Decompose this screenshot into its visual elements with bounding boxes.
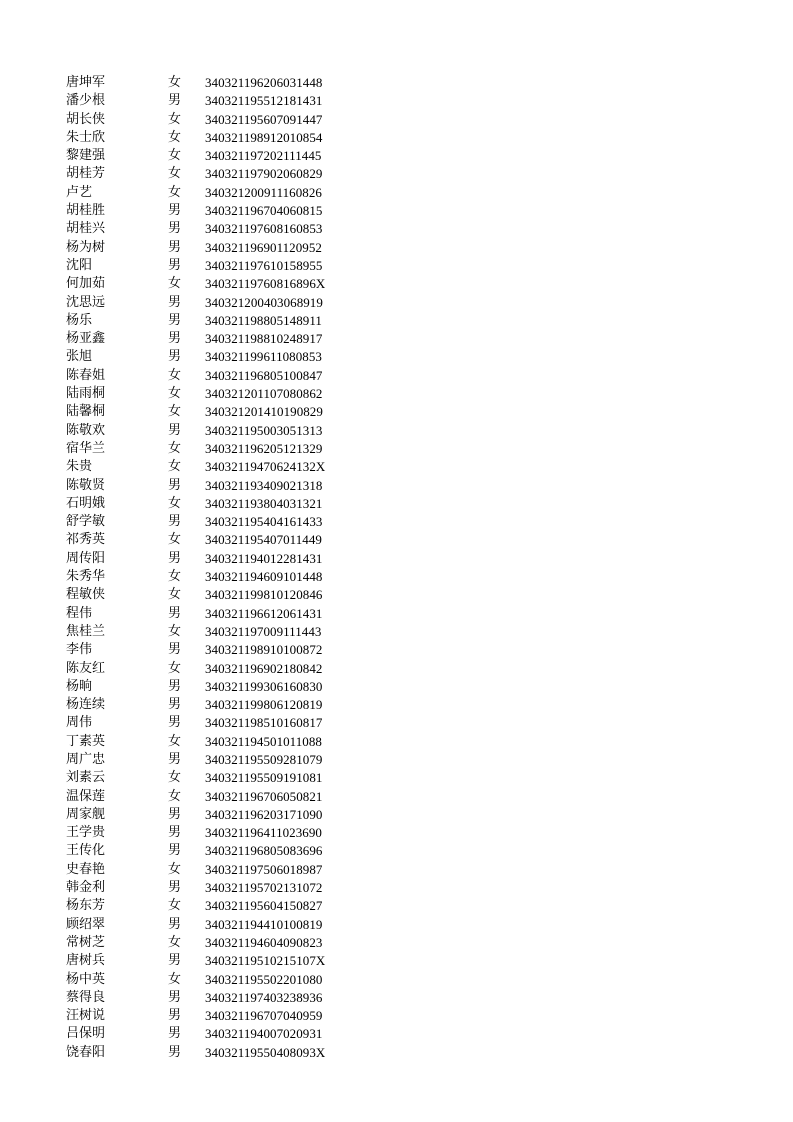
gender-cell: 女 — [168, 971, 182, 987]
gender-cell: 男 — [168, 221, 182, 237]
gender-cell: 女 — [168, 770, 182, 786]
id-number-cell: 340321196704060815 — [205, 203, 323, 219]
id-number-cell: 340321198910100872 — [205, 642, 323, 658]
table-row — [66, 550, 366, 568]
id-number-cell: 34032119760816896X — [205, 276, 326, 292]
table-row — [66, 916, 366, 934]
gender-cell: 男 — [168, 1008, 182, 1024]
table-row — [66, 934, 366, 952]
id-number-cell: 340321198912010854 — [205, 129, 323, 145]
table-row — [66, 129, 366, 147]
gender-cell: 女 — [168, 934, 182, 950]
table-row — [66, 586, 366, 604]
name-cell: 史春艳 — [66, 861, 106, 877]
id-number-cell: 340321197202111445 — [205, 148, 322, 164]
id-number-cell: 340321196805083696 — [205, 843, 323, 859]
gender-cell: 男 — [168, 605, 182, 621]
table-row — [66, 184, 366, 202]
table-row — [66, 477, 366, 495]
gender-cell: 男 — [168, 843, 182, 859]
id-number-cell: 340321194501011088 — [205, 733, 322, 749]
id-number-cell: 340321194007020931 — [205, 1026, 323, 1042]
name-cell: 汪树说 — [66, 1008, 106, 1024]
table-row — [66, 842, 366, 860]
table-row — [66, 422, 366, 440]
id-number-cell: 340321198810248917 — [205, 331, 323, 347]
table-row — [66, 440, 366, 458]
table-row — [66, 952, 366, 970]
id-number-cell: 340321198510160817 — [205, 715, 323, 731]
id-number-cell: 340321196612061431 — [205, 605, 323, 621]
gender-cell: 女 — [168, 276, 182, 292]
gender-cell: 女 — [168, 898, 182, 914]
name-cell: 胡桂胜 — [66, 203, 106, 219]
table-row — [66, 897, 366, 915]
name-cell: 沈阳 — [66, 257, 93, 273]
name-cell: 刘素云 — [66, 770, 106, 786]
table-row — [66, 733, 366, 751]
name-cell: 胡桂兴 — [66, 221, 106, 237]
id-number-cell: 340321197009111443 — [205, 623, 322, 639]
gender-cell: 女 — [168, 861, 182, 877]
name-cell: 陈春姐 — [66, 367, 106, 383]
id-number-cell: 340321195607091447 — [205, 111, 323, 127]
name-cell: 陈敬贤 — [66, 477, 106, 493]
id-number-cell: 340321194012281431 — [205, 550, 323, 566]
gender-cell: 男 — [168, 203, 182, 219]
table-row — [66, 769, 366, 787]
id-number-cell: 340321200911160826 — [205, 184, 322, 200]
table-row — [66, 257, 366, 275]
gender-cell: 女 — [168, 129, 182, 145]
id-number-cell: 340321196411023690 — [205, 825, 322, 841]
gender-cell: 女 — [168, 495, 182, 511]
name-cell: 王传化 — [66, 843, 106, 859]
table-row — [66, 403, 366, 421]
name-cell: 王学贵 — [66, 825, 106, 841]
id-number-cell: 340321195003051313 — [205, 422, 323, 438]
table-row — [66, 605, 366, 623]
gender-cell: 男 — [168, 642, 182, 658]
id-number-cell: 340321199806120819 — [205, 697, 323, 713]
gender-cell: 男 — [168, 422, 182, 438]
table-row — [66, 660, 366, 678]
id-number-cell: 340321199306160830 — [205, 678, 323, 694]
table-row — [66, 989, 366, 1007]
name-cell: 潘少根 — [66, 93, 106, 109]
gender-cell: 女 — [168, 184, 182, 200]
gender-cell: 男 — [168, 953, 182, 969]
gender-cell: 男 — [168, 93, 182, 109]
gender-cell: 男 — [168, 989, 182, 1005]
gender-cell: 女 — [168, 623, 182, 639]
name-cell: 朱贵 — [66, 459, 93, 475]
gender-cell: 男 — [168, 697, 182, 713]
name-cell: 舒学敏 — [66, 514, 106, 530]
table-row — [66, 165, 366, 183]
id-number-cell: 340321195512181431 — [205, 93, 323, 109]
gender-cell: 女 — [168, 569, 182, 585]
id-number-cell: 340321197403238936 — [205, 989, 323, 1005]
name-cell: 唐树兵 — [66, 953, 106, 969]
gender-cell: 男 — [168, 477, 182, 493]
id-number-cell: 340321196901120952 — [205, 239, 322, 255]
id-number-cell: 340321195404161433 — [205, 514, 323, 530]
id-number-cell: 340321194609101448 — [205, 569, 323, 585]
table-row — [66, 513, 366, 531]
name-cell: 周伟 — [66, 715, 93, 731]
gender-cell: 男 — [168, 715, 182, 731]
id-number-cell: 34032119510215107X — [205, 953, 326, 969]
table-row — [66, 824, 366, 842]
id-number-cell: 340321201107080862 — [205, 386, 323, 402]
id-number-cell: 340321196206031448 — [205, 75, 323, 90]
table-row — [66, 367, 366, 385]
id-number-cell: 340321197608160853 — [205, 221, 323, 237]
gender-cell: 女 — [168, 532, 182, 548]
table-row — [66, 111, 366, 129]
table-row — [66, 330, 366, 348]
id-number-cell: 340321196706050821 — [205, 788, 323, 804]
gender-cell: 女 — [168, 75, 182, 90]
id-number-cell: 340321195509281079 — [205, 751, 323, 767]
id-number-cell: 340321195502201080 — [205, 971, 323, 987]
gender-cell: 男 — [168, 312, 182, 328]
name-cell: 朱士欣 — [66, 129, 106, 145]
name-cell: 何加茹 — [66, 276, 106, 292]
id-number-cell: 340321196707040959 — [205, 1008, 323, 1024]
name-cell: 张旭 — [66, 349, 93, 365]
name-cell: 韩金利 — [66, 880, 106, 896]
table-row — [66, 147, 366, 165]
gender-cell: 男 — [168, 678, 182, 694]
table-row — [66, 92, 366, 110]
name-cell: 周传阳 — [66, 550, 106, 566]
table-row — [66, 641, 366, 659]
table-row — [66, 678, 366, 696]
table-row — [66, 312, 366, 330]
name-cell: 常树芝 — [66, 934, 106, 950]
gender-cell: 女 — [168, 386, 182, 402]
gender-cell: 女 — [168, 459, 182, 475]
gender-cell: 男 — [168, 349, 182, 365]
name-cell: 胡桂芳 — [66, 166, 106, 182]
id-number-cell: 340321199611080853 — [205, 349, 322, 365]
id-number-cell: 340321195702131072 — [205, 880, 323, 896]
id-number-cell: 340321194604090823 — [205, 934, 323, 950]
id-number-cell: 340321194410100819 — [205, 916, 323, 932]
name-cell: 饶春阳 — [66, 1044, 106, 1060]
id-number-cell: 340321195407011449 — [205, 532, 322, 548]
gender-cell: 女 — [168, 440, 182, 456]
name-cell: 石明娥 — [66, 495, 106, 511]
id-number-cell: 340321198805148911 — [205, 312, 322, 328]
id-number-cell: 34032119470624132X — [205, 459, 326, 475]
id-number-cell: 34032119550408093X — [205, 1044, 326, 1060]
name-cell: 杨为树 — [66, 239, 106, 255]
table-row — [66, 202, 366, 220]
gender-cell: 女 — [168, 788, 182, 804]
id-number-cell: 340321201410190829 — [205, 404, 323, 420]
gender-cell: 男 — [168, 294, 182, 310]
name-cell: 顾绍翠 — [66, 916, 106, 932]
name-cell: 杨中英 — [66, 971, 106, 987]
table-row — [66, 1007, 366, 1025]
gender-cell: 女 — [168, 148, 182, 164]
name-cell: 杨乐 — [66, 312, 93, 328]
gender-cell: 男 — [168, 751, 182, 767]
name-cell: 杨东芳 — [66, 898, 106, 914]
name-cell: 朱秀华 — [66, 569, 106, 585]
gender-cell: 女 — [168, 587, 182, 603]
gender-cell: 女 — [168, 660, 182, 676]
table-row — [66, 220, 366, 238]
name-cell: 唐坤军 — [66, 75, 106, 90]
gender-cell: 男 — [168, 1026, 182, 1042]
gender-cell: 女 — [168, 733, 182, 749]
name-cell: 陆馨桐 — [66, 404, 106, 420]
id-number-cell: 340321200403068919 — [205, 294, 323, 310]
table-row — [66, 714, 366, 732]
name-cell: 祁秀英 — [66, 532, 106, 548]
name-cell: 沈思远 — [66, 294, 106, 310]
id-number-cell: 340321193804031321 — [205, 495, 323, 511]
gender-cell: 男 — [168, 514, 182, 530]
id-number-cell: 340321196902180842 — [205, 660, 323, 676]
table-row — [66, 1025, 366, 1043]
name-cell: 李伟 — [66, 642, 93, 658]
gender-cell: 男 — [168, 806, 182, 822]
records-table — [66, 74, 366, 1062]
gender-cell: 女 — [168, 166, 182, 182]
id-number-cell: 340321195604150827 — [205, 898, 323, 914]
gender-cell: 女 — [168, 404, 182, 420]
name-cell: 杨晌 — [66, 678, 93, 694]
gender-cell: 女 — [168, 367, 182, 383]
id-number-cell: 340321196203171090 — [205, 806, 323, 822]
name-cell: 丁素英 — [66, 733, 106, 749]
table-row — [66, 879, 366, 897]
name-cell: 胡长侠 — [66, 111, 106, 127]
table-row — [66, 806, 366, 824]
table-row — [66, 239, 366, 257]
id-number-cell: 340321197902060829 — [205, 166, 323, 182]
id-number-cell: 340321197610158955 — [205, 257, 323, 273]
table-row — [66, 74, 366, 92]
name-cell: 杨亚鑫 — [66, 331, 106, 347]
gender-cell: 男 — [168, 550, 182, 566]
name-cell: 杨连续 — [66, 697, 106, 713]
name-cell: 卢艺 — [66, 184, 93, 200]
id-number-cell: 340321199810120846 — [205, 587, 323, 603]
table-row — [66, 623, 366, 641]
table-row — [66, 495, 366, 513]
id-number-cell: 340321193409021318 — [205, 477, 323, 493]
table-row — [66, 275, 366, 293]
table-row — [66, 348, 366, 366]
name-cell: 陆雨桐 — [66, 386, 106, 402]
id-number-cell: 340321196805100847 — [205, 367, 323, 383]
gender-cell: 男 — [168, 239, 182, 255]
table-row — [66, 696, 366, 714]
gender-cell: 男 — [168, 1044, 182, 1060]
name-cell: 程伟 — [66, 605, 93, 621]
name-cell: 周家舰 — [66, 806, 106, 822]
gender-cell: 男 — [168, 257, 182, 273]
table-row — [66, 385, 366, 403]
table-row — [66, 568, 366, 586]
gender-cell: 男 — [168, 331, 182, 347]
name-cell: 宿华兰 — [66, 440, 106, 456]
table-row — [66, 531, 366, 549]
gender-cell: 女 — [168, 111, 182, 127]
id-number-cell: 340321195509191081 — [205, 770, 323, 786]
id-number-cell: 340321196205121329 — [205, 440, 323, 456]
name-cell: 蔡得良 — [66, 989, 106, 1005]
id-number-cell: 340321197506018987 — [205, 861, 323, 877]
name-cell: 黎建强 — [66, 148, 106, 164]
table-row — [66, 294, 366, 312]
name-cell: 陈友红 — [66, 660, 106, 676]
table-row — [66, 458, 366, 476]
table-row — [66, 788, 366, 806]
table-row — [66, 971, 366, 989]
gender-cell: 男 — [168, 880, 182, 896]
name-cell: 温保莲 — [66, 788, 106, 804]
gender-cell: 男 — [168, 916, 182, 932]
name-cell: 焦桂兰 — [66, 623, 106, 639]
table-row — [66, 1044, 366, 1062]
table-row — [66, 751, 366, 769]
name-cell: 吕保明 — [66, 1026, 106, 1042]
table-row — [66, 861, 366, 879]
gender-cell: 男 — [168, 825, 182, 841]
name-cell: 周广忠 — [66, 751, 106, 767]
name-cell: 程敏侠 — [66, 587, 106, 603]
name-cell: 陈敬欢 — [66, 422, 106, 438]
